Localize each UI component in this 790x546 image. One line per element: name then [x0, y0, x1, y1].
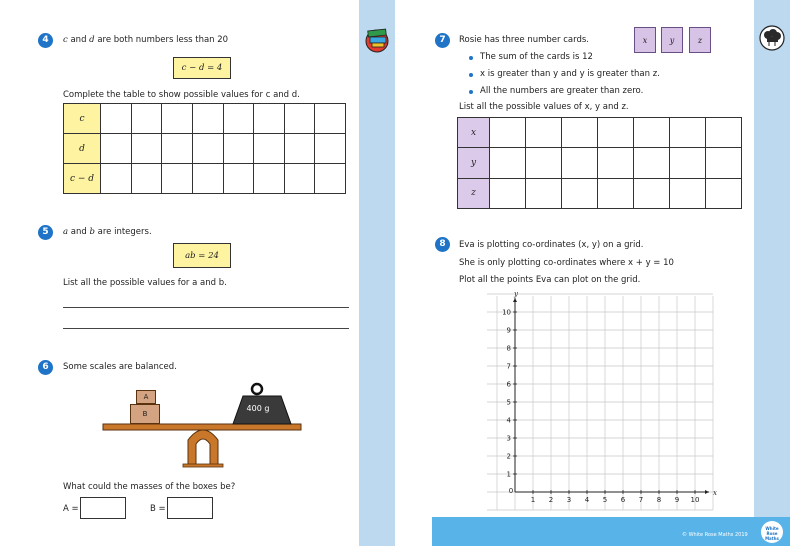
- number-card-y: y: [661, 27, 683, 53]
- bullet-dot: [469, 73, 473, 77]
- q4-cell[interactable]: [315, 134, 346, 164]
- q4-cell[interactable]: [192, 104, 223, 134]
- q7-cell[interactable]: [706, 148, 742, 178]
- q7-cell[interactable]: [598, 178, 634, 208]
- q7-cell[interactable]: [670, 118, 706, 148]
- q4-cell[interactable]: [223, 104, 254, 134]
- q5-equation-box: ab = 24: [173, 243, 231, 268]
- y-axis-arrow: [513, 298, 517, 302]
- y-tick-label: 2: [506, 452, 511, 461]
- q7-cell[interactable]: [706, 118, 742, 148]
- q5-instruction: List all the possible values for a and b.: [63, 278, 227, 288]
- q4-cell[interactable]: [284, 164, 315, 194]
- answer-line[interactable]: [63, 307, 349, 308]
- y-tick-label: 4: [506, 416, 511, 425]
- x-axis-arrow: [705, 490, 709, 494]
- x-tick-label: 10: [690, 496, 700, 504]
- q4-cell[interactable]: [254, 104, 285, 134]
- q8-line-1: Eva is plotting co-ordinates (x, y) on a grid.: [459, 240, 644, 250]
- x-tick-label: 2: [548, 496, 554, 504]
- q7-cell[interactable]: [706, 178, 742, 208]
- y-tick-label: 5: [506, 398, 511, 407]
- left-gutter: [359, 0, 395, 546]
- x-tick-label: 9: [674, 496, 680, 504]
- q4-cell[interactable]: [223, 134, 254, 164]
- q7-table: [457, 117, 742, 209]
- right-gutter: [754, 0, 790, 517]
- q7-cell[interactable]: [562, 118, 598, 148]
- bullet-dot: [469, 90, 473, 94]
- q7-cell[interactable]: [634, 118, 670, 148]
- q7-row-label: y: [458, 148, 490, 178]
- x-axis-label: x: [713, 489, 717, 497]
- q4-cell[interactable]: [101, 134, 132, 164]
- q7-cell[interactable]: [634, 178, 670, 208]
- question-number-6: 6: [38, 360, 53, 375]
- y-axis-label: y: [514, 290, 518, 298]
- q7-cell[interactable]: [598, 118, 634, 148]
- q4-cell[interactable]: [284, 104, 315, 134]
- q4-table: [63, 103, 346, 194]
- question-number-7: 7: [435, 33, 450, 48]
- answer-box-b[interactable]: [167, 497, 213, 519]
- q7-instruction: List all the possible values of x, y and z.: [459, 102, 629, 112]
- q4-cell[interactable]: [315, 104, 346, 134]
- label-a: A =: [63, 504, 79, 514]
- x-tick-label: 0: [508, 487, 514, 495]
- q4-cell[interactable]: [192, 164, 223, 194]
- q7-bullet-2: x is greater than y and y is greater than z.: [480, 69, 660, 79]
- number-card-x: x: [634, 27, 656, 53]
- y-tick-label: 3: [506, 434, 511, 443]
- q7-cell[interactable]: [562, 178, 598, 208]
- coordinate-grid[interactable]: [485, 290, 717, 514]
- q6-question: What could the masses of the boxes be?: [63, 482, 236, 492]
- question-number-4: 4: [38, 33, 53, 48]
- x-tick-label: 3: [566, 496, 572, 504]
- q8-line-2: She is only plotting co-ordinates where x + y = 10: [459, 258, 674, 268]
- right-page: [395, 0, 790, 546]
- q4-cell[interactable]: [101, 164, 132, 194]
- q7-cell[interactable]: [670, 148, 706, 178]
- q4-cell[interactable]: [162, 134, 193, 164]
- answer-box-a[interactable]: [80, 497, 126, 519]
- q4-cell[interactable]: [162, 104, 193, 134]
- x-tick-label: 5: [602, 496, 608, 504]
- q7-cell[interactable]: [490, 148, 526, 178]
- q7-cell[interactable]: [598, 148, 634, 178]
- q7-row-label: x: [458, 118, 490, 148]
- y-tick-label: 9: [506, 326, 511, 335]
- q4-instruction: Complete the table to show possible values for c and d.: [63, 90, 300, 100]
- x-tick-label: 6: [620, 496, 626, 504]
- q4-cell[interactable]: [315, 164, 346, 194]
- q4-equation-box: c − d = 4: [173, 57, 231, 79]
- q8-line-3: Plot all the points Eva can plot on the grid.: [459, 275, 641, 285]
- q7-cell[interactable]: [490, 118, 526, 148]
- box-a: A: [136, 390, 156, 404]
- x-tick-label: 8: [656, 496, 662, 504]
- q5-intro: a and b are integers.: [63, 227, 152, 237]
- box-b: B: [130, 404, 160, 424]
- q4-intro: c and d are both numbers less than 20: [63, 35, 229, 45]
- q7-cell[interactable]: [526, 118, 562, 148]
- q4-cell[interactable]: [223, 164, 254, 194]
- q4-cell[interactable]: [254, 164, 285, 194]
- y-tick-label: 8: [506, 344, 511, 353]
- q7-row-label: z: [458, 178, 490, 208]
- q4-cell[interactable]: [254, 134, 285, 164]
- x-tick-label: 1: [530, 496, 536, 504]
- q4-cell[interactable]: [162, 164, 193, 194]
- dice-icon: [364, 26, 390, 58]
- q7-cell[interactable]: [562, 148, 598, 178]
- q4-row-label: d: [64, 134, 101, 164]
- q4-cell[interactable]: [192, 134, 223, 164]
- q7-bullet-1: The sum of the cards is 12: [480, 52, 593, 62]
- q6-intro: Some scales are balanced.: [63, 362, 177, 372]
- y-tick-label: 1: [506, 470, 511, 479]
- label-b: B =: [150, 504, 166, 514]
- answer-line[interactable]: [63, 328, 349, 329]
- bullet-dot: [469, 56, 473, 60]
- sheep-icon: [759, 24, 785, 56]
- q4-cell[interactable]: [284, 134, 315, 164]
- q4-cell[interactable]: [101, 104, 132, 134]
- x-tick-label: 7: [638, 496, 644, 504]
- balance-scale: [103, 378, 303, 472]
- y-tick-label: 10: [502, 308, 511, 317]
- weight-label: 400 g: [246, 404, 270, 413]
- q4-cell[interactable]: [131, 134, 162, 164]
- q7-cell[interactable]: [526, 178, 562, 208]
- q4-cell[interactable]: [131, 104, 162, 134]
- q4-row-label: c: [64, 104, 101, 134]
- q7-cell[interactable]: [490, 178, 526, 208]
- q7-cell[interactable]: [634, 148, 670, 178]
- q7-intro: Rosie has three number cards.: [459, 35, 589, 45]
- y-tick-label: 7: [506, 362, 511, 371]
- y-tick-label: 6: [506, 380, 511, 389]
- question-number-5: 5: [38, 225, 53, 240]
- question-number-8: 8: [435, 237, 450, 252]
- q7-cell[interactable]: [526, 148, 562, 178]
- number-card-z: z: [689, 27, 711, 53]
- q4-row-label: c − d: [64, 164, 101, 194]
- x-tick-label: 4: [584, 496, 590, 504]
- footer-copyright: © White Rose Maths 2019: [682, 532, 748, 538]
- q7-bullet-3: All the numbers are greater than zero.: [480, 86, 644, 96]
- white-rose-logo: White Rose Maths: [761, 521, 783, 543]
- q4-cell[interactable]: [131, 164, 162, 194]
- q7-cell[interactable]: [670, 178, 706, 208]
